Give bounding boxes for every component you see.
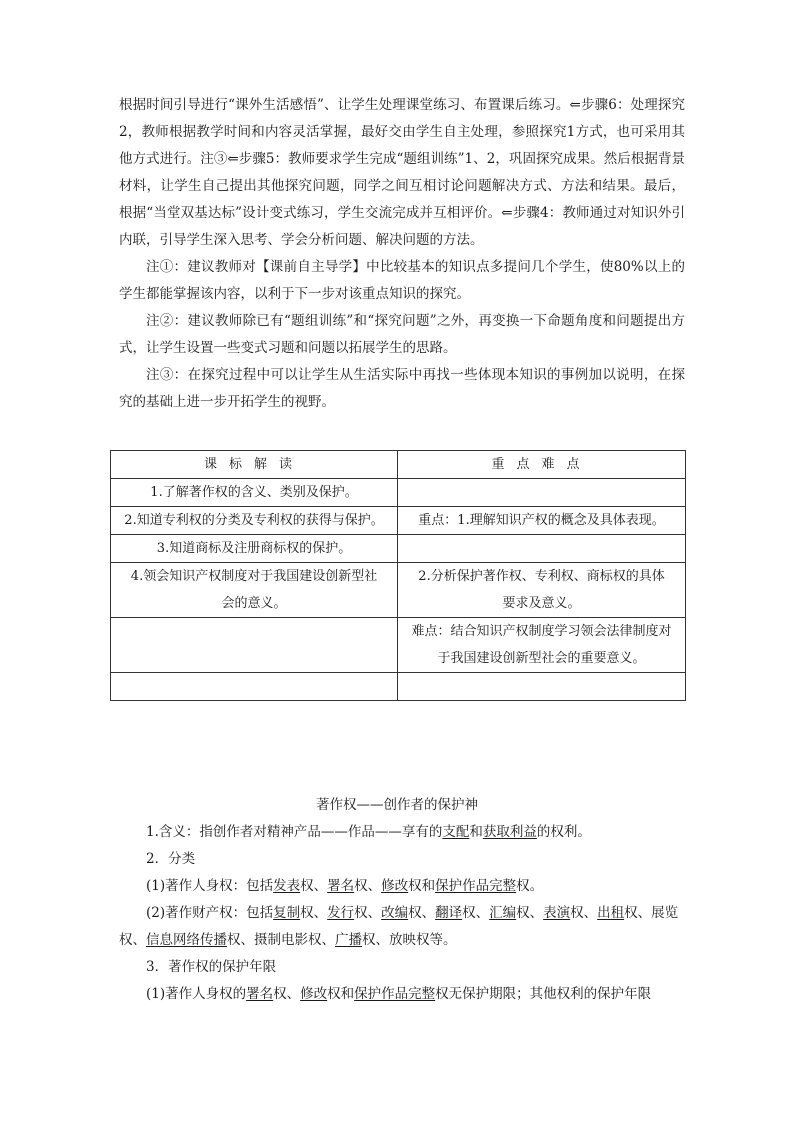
header-key-points: 重点难点: [398, 451, 686, 479]
underlined-term: 获取利益: [482, 824, 537, 840]
item-property-rights: [119, 900, 685, 954]
table-cell: [111, 618, 398, 673]
note-2: 注②：建议教师除已有“题组训练”和“探究问题”之外，再变换一下命题角度和问题提出方式，让学生设置一些变式习题和问题以拓展学生的思路。: [119, 313, 685, 356]
underlined-term: 保护作品完整: [435, 878, 517, 894]
text-run: 权、: [462, 905, 490, 921]
curriculum-table: [110, 450, 686, 701]
item-protection-term-detail: [119, 981, 685, 1008]
table-cell: 难点：结合知识产权制度学习领会法律制度对于我国建设创新型社会的重要意义。: [398, 618, 686, 673]
text-run: 权、: [300, 905, 328, 921]
text-run: 权、: [354, 878, 382, 894]
text-run: 权、摄制电影权、: [227, 932, 335, 948]
underlined-term: 出租: [597, 905, 625, 921]
text-run: 权、: [516, 905, 544, 921]
text-run: (2)著作财产权：包括: [146, 905, 274, 921]
table-cell: [398, 673, 686, 701]
text-run: 权和: [408, 878, 436, 894]
text-run: 权、: [408, 905, 436, 921]
underlined-term: 署名: [246, 986, 274, 1002]
underlined-term: 发行: [327, 905, 355, 921]
table-cell: 3.知道商标及注册商标权的保护。: [111, 535, 398, 563]
table-row: [111, 673, 686, 701]
table-cell: 4.领会知识产权制度对于我国建设创新型社会的意义。: [111, 563, 398, 618]
table-row: [111, 535, 686, 563]
text-run: 1.含义：指创作者对精神产品——作品——享有的: [146, 824, 443, 840]
section-title: 著作权——创作者的保护神: [316, 797, 478, 813]
underlined-term: 署名: [327, 878, 355, 894]
underlined-term: 发表: [273, 878, 301, 894]
text-run: 权、放映权等。: [362, 932, 457, 948]
underlined-term: 表演: [543, 905, 571, 921]
text-run: 权和: [327, 986, 355, 1002]
note-3: 注③：在探究过程中可以让学生从生活实际中再找一些体现本知识的事例加以说明，在探究的基础上进一步开拓学生的视野。: [119, 367, 685, 410]
text-run: 权无保护期限；其他权利的保护年限: [435, 986, 652, 1002]
table-cell: 重点：1.理解知识产权的概念及具体表现。: [398, 507, 686, 535]
header-curriculum: 课标解读: [111, 451, 398, 479]
item-classification: 2．分类: [146, 851, 196, 867]
underlined-term: 广播: [335, 932, 362, 948]
table-row: [111, 618, 686, 673]
text-run: 和: [469, 824, 483, 840]
text-run: 权、: [273, 986, 301, 1002]
text-run: 权、: [570, 905, 598, 921]
underlined-term: 改编: [381, 905, 409, 921]
text-run: 权、展览权、: [119, 905, 679, 948]
text-run: 权。: [516, 878, 544, 894]
text-run: 的权利。: [536, 824, 591, 840]
underlined-term: 复制: [273, 905, 301, 921]
note-1: 注①：建议教师对【课前自主导学】中比较基本的知识点多提问几个学生，使80%以上的学生都能掌握该内容，以利于下一步对该重点知识的探究。: [119, 259, 685, 302]
text-run: (1)著作人身权的: [146, 986, 247, 1002]
table-row: [111, 479, 686, 507]
table-row: [111, 507, 686, 535]
table-cell: 2.知道专利权的分类及专利权的获得与保护。: [111, 507, 398, 535]
table-cell: 2.分析保护著作权、专利权、商标权的具体要求及意义。: [398, 563, 686, 618]
underlined-term: 修改: [300, 986, 328, 1002]
text-run: 权、: [354, 905, 382, 921]
table-cell: [111, 673, 398, 701]
table-header-row: [111, 451, 686, 479]
intro-paragraph: 根据时间引导进行“课外生活感悟”、让学生处理课堂练习、布置课后练习。⇐步骤6：处理探究2，教师根据教学时间和内容灵活掌握，最好交由学生自主处理，参照探究1方式，也可采用其他方式进行。注③⇐步骤5：教师要求学生完成“题组训练”1、2，巩固探究成果。然后根据背景材料，让学生自己提出其他探究问题，同学之间互相讨论问题解决方式、方法和结果。最后，根据“当堂双基达标”设计变式练习，学生交流完成并互相评价。⇐步骤4：教师通过对知识外引内联，引导学生深入思考、学会分析问题、解决问题的方法。: [119, 97, 685, 248]
item-personal-rights: [119, 873, 685, 900]
table-cell: 1.了解著作权的含义、类别及保护。: [111, 479, 398, 507]
text-run: (1)著作人身权：包括: [146, 878, 274, 894]
underlined-term: 信息网络传播: [146, 932, 227, 948]
table-row: [111, 563, 686, 618]
underlined-term: 翻译: [435, 905, 463, 921]
underlined-term: 修改: [381, 878, 409, 894]
item-definition: [119, 819, 685, 846]
table-cell: [398, 535, 686, 563]
underlined-term: 保护作品完整: [354, 986, 436, 1002]
item-protection-term: 3．著作权的保护年限: [146, 959, 277, 975]
underlined-term: 支配: [442, 824, 470, 840]
text-run: 权、: [300, 878, 328, 894]
table-cell: [398, 479, 686, 507]
underlined-term: 汇编: [489, 905, 517, 921]
